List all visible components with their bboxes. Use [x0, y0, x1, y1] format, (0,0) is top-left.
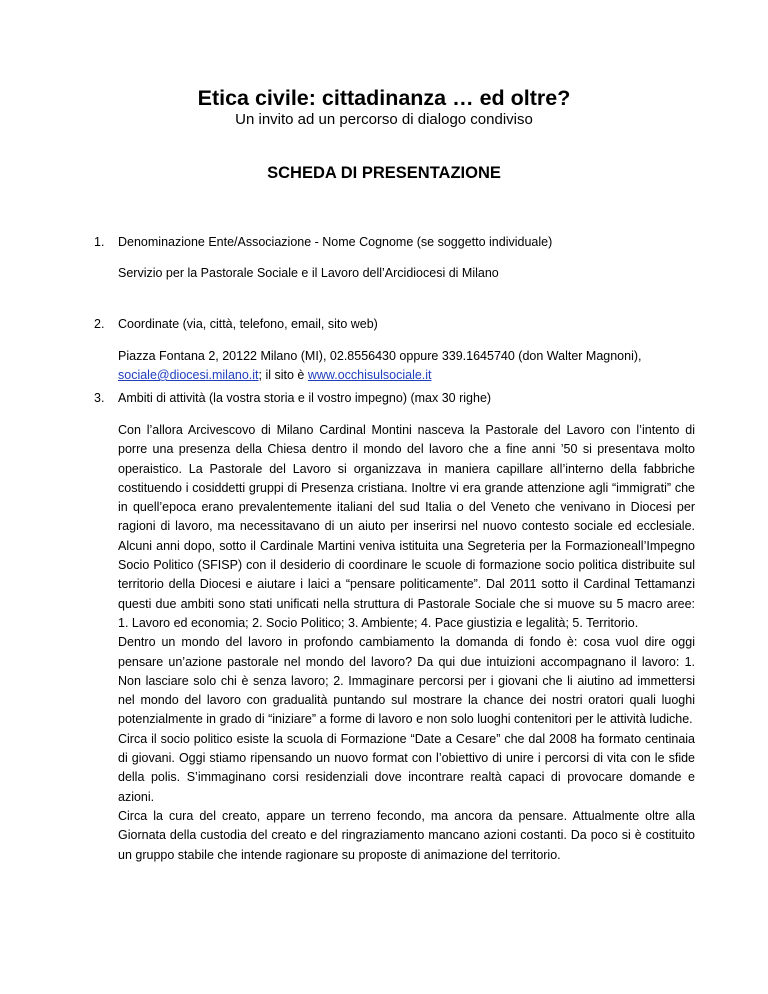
- section-2-question: [94, 316, 694, 332]
- website-link[interactable]: www.occhisulsociale.it: [307, 368, 432, 382]
- paragraph-history: Con l’allora Arcivescovo di Milano Cardinal Montini nasceva la Pastorale del Lavoro con l’intento di porre una presenza della Chiesa dentro il mondo del lavoro che a fine anni ’50 si presentava molto operaistico. La Pastorale del Lavoro si organizzava in maniera capillare all’interno della fabbriche costituendo i cosiddetti gruppi di Presenza cristiana. Inoltre vi era grande attenzione agli “immigrati” che in quell’epoca erano prevalentemente italiani del sud Italia o del Veneto che venivano in Diocesi per ragioni di lavoro, ma necessitavano di un aiuto per inserirsi nel nuovo contesto sociale ed ecclesiale. Alcuni anni dopo, sotto il Cardinale Martini veniva istituita una Segreteria per la Formazioneall’Impegno Socio Politico (SFISP) con il desiderio di coordinare le scuole di formazione socio politica distribuite sul territorio della Diocesi e aiutare i laici a “pensare politicamente”. Dal 2011 sotto il Cardinal Tettamanzi questi due ambiti sono stati unificati nella struttura di Pastorale Sociale che si muove su 5 macro aree: 1. Lavoro ed economia; 2. Socio Politico; 3. Ambiente; 4. Pace giustizia e legalità; 5. Territorio.: [118, 423, 695, 630]
- section-2-number: 2.: [94, 317, 105, 331]
- form-heading: SCHEDA DI PRESENTAZIONE: [267, 164, 501, 182]
- paragraph-creation: Circa la cura del creato, appare un terreno fecondo, ma ancora da pensare. Attualmente oltre alla Giornata della custodia del creato e del ringraziamento mancano azioni costanti. Da poco si è costituito un gruppo stabile che intende ragionare su proposte di animazione del territorio.: [118, 808, 695, 862]
- section-3-question: [94, 390, 694, 406]
- section-1-number: 1.: [94, 235, 105, 249]
- section-2-answer-mid: ; il sito è: [258, 368, 308, 382]
- section-1-answer: Servizio per la Pastorale Sociale e il Lavoro dell’Arcidiocesi di Milano: [118, 266, 499, 280]
- section-2-answer-line1: Piazza Fontana 2, 20122 Milano (MI), 02.8556430 oppure 339.1645740 (don Walter Magnoni),: [118, 349, 642, 363]
- section-2-answer-line2: [118, 367, 693, 383]
- paragraph-work: Dentro un mondo del lavoro in profondo cambiamento la domanda di fondo è: cosa vuol dire oggi pensare un’azione pastorale nel mondo del lavoro? Da qui due intuizioni accompagnano il lavoro: 1. Non lasciare solo chi è senza lavoro; 2. Immaginare percorsi per i giovani che li aiutino ad immettersi nel mondo del lavoro con gradualità puntando sul mostrare la chance dei nostri oratori quali luoghi potenzialmente in grado di “iniziare” a forme di lavoro e non solo luoghi contenitori per le attività ludiche.: [118, 635, 695, 727]
- paragraph-sociopolitical: Circa il socio politico esiste la scuola di Formazione “Date a Cesare” che dal 2008 ha formato centinaia di giovani. Oggi stiamo ripensando un nuovo format con l’obiettivo di unire i percorsi di vita con le sfide della polis. S’immaginano corsi residenziali dove incontrare realtà capaci di provocare domande e azioni.: [118, 731, 695, 804]
- section-1-question: [94, 234, 694, 250]
- section-3-body: [118, 421, 695, 865]
- section-3-question-text: Ambiti di attività (la vostra storia e il vostro impegno) (max 30 righe): [118, 391, 492, 405]
- section-1-question-text: Denominazione Ente/Associazione - Nome Cognome (se soggetto individuale): [118, 235, 553, 249]
- section-3-number: 3.: [94, 391, 105, 405]
- section-2-question-text: Coordinate (via, città, telefono, email, sito web): [118, 317, 378, 331]
- document-title: Etica civile: cittadinanza … ed oltre?: [197, 86, 571, 110]
- email-link[interactable]: sociale@diocesi.milano.it: [118, 368, 259, 382]
- document-subtitle: Un invito ad un percorso di dialogo condiviso: [235, 111, 533, 128]
